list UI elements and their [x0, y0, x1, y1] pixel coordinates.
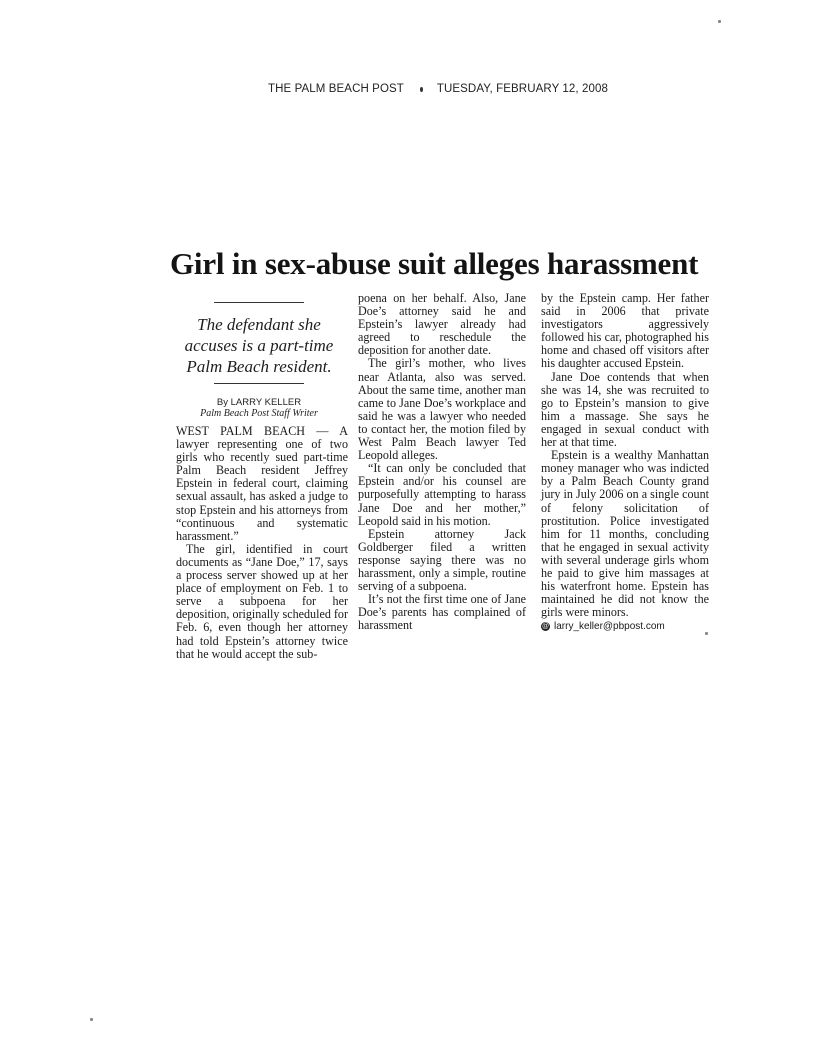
byline-staff-title: Palm Beach Post Staff Writer: [200, 408, 318, 419]
column-2-paragraph: It’s not the first time one of Jane Doe’s parents has complained of harassment: [358, 592, 526, 633]
scan-speck: [90, 1018, 93, 1021]
column-1-paragraph: The girl, identified in court documents as “Jane Doe,” 17, says a process server showed up at her place of employment on Feb. 1 to serve a subpoena for her deposition, originally scheduled for Feb. 6, even though her attorney had told Epstein’s attorney twice that he would accept the sub-: [176, 541, 348, 661]
scan-speck: [705, 632, 708, 635]
deck-divider-bottom: [214, 383, 304, 384]
deck-divider-top: [214, 302, 304, 303]
article-column-3: [541, 292, 709, 633]
column-2-paragraph: Epstein attorney Jack Goldberger filed a written response saying there was no harassment, only a simple, routine serving of a subpoena.: [358, 526, 526, 594]
article-column-1: [176, 425, 348, 661]
byline-block: [174, 397, 344, 419]
email-at-icon: @: [541, 623, 550, 631]
masthead: [268, 80, 608, 98]
column-3-paragraph: Epstein is a wealthy Manhattan money manager who was indicted by a Palm Beach County grand jury in July 2006 on a single count of felony solicitation of prostitution. Police investigated him for 11 months, concluding that he engaged in sexual activity with several underage girls whom he paid to give him massages at his waterfront home. Epstein has maintained he did not know the girls were minors.: [541, 448, 709, 620]
article-deck: The defendant she accuses is a part-time Palm Beach resident.: [184, 315, 334, 376]
column-2-paragraph: poena on her behalf. Also, Jane Doe’s attorney said he and Epstein’s lawyer already had agreed to reschedule the deposition for another date.: [358, 291, 526, 358]
publication-date: TUESDAY, FEBRUARY 12, 2008: [436, 83, 608, 95]
author-email-address: larry_keller@pbpost.com: [554, 621, 665, 633]
article-headline: Girl in sex-abuse suit alleges harassment: [170, 246, 699, 281]
byline-author: By LARRY KELLER: [216, 397, 302, 408]
newspaper-name: THE PALM BEACH POST: [268, 83, 404, 95]
bullet-icon: [420, 87, 423, 92]
column-3-paragraph: by the Epstein camp. Her father said in 2006 that private investigators aggressively followed his car, photographed his home and chased off visitors after his daughter accused Epstein.: [541, 291, 709, 371]
author-email: [541, 620, 709, 633]
scan-speck: [718, 20, 721, 23]
column-3-paragraph: Jane Doe contends that when she was 14, she was recruited to go to Epstein’s mansion to give him a massage. She says he engaged in sexual conduct with her at that time.: [541, 369, 709, 450]
article-column-2: [358, 292, 526, 632]
column-1-paragraph: WEST PALM BEACH — A lawyer representing one of two girls who recently sued part-time Palm Beach resident Jeffrey Epstein in federal court, claiming sexual assault, has asked a judge to stop Epstein and his attorneys from “continuous and systematic harassment.”: [176, 424, 348, 543]
column-2-paragraph: “It can only be concluded that Epstein and/or his counsel are purposefully attempting to harass Jane Doe and her mother,” Leopold said in his motion.: [358, 461, 526, 528]
column-2-paragraph: The girl’s mother, who lives near Atlanta, also was served. About the same time, another man came to Jane Doe’s workplace and said he was a lawyer who needed to contact her, the motion filed by West Palm Beach lawyer Ted Leopold alleges.: [358, 356, 526, 463]
